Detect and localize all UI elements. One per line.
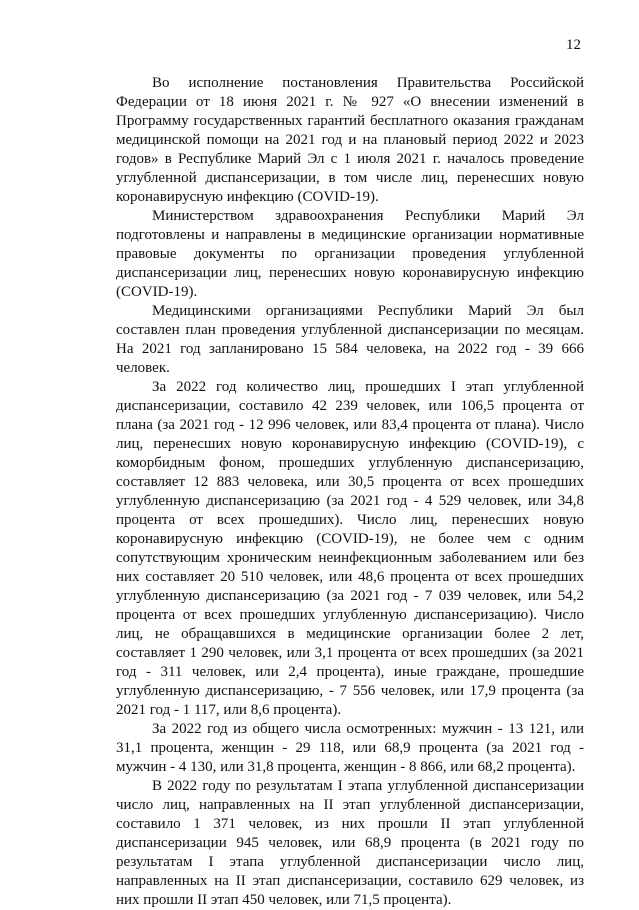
paragraph-plan: Медицинскими организациями Республики Марий Эл был составлен план проведения углубленной диспансеризации по месяцам. На 2021 год запланировано 15 584 человека, на 2022 год - 39 666 человек. [116,303,584,376]
paragraph-ministry: Министерством здравоохранения Республики Марий Эл подготовлены и направлены в медицинские организации нормативные правовые документы по организации проведения углубленной диспансеризации лиц, перенесших новую коронавирусную инфекцию (COVID-19). [116,208,584,300]
paragraph-second-stage: В 2022 году по результатам I этапа углубленной диспансеризации число лиц, направленных на II этап углубленной диспансеризации, составило 1 371 человек, из них прошли II этап углубленной диспансеризации 945 человек, или 68,9 процента (в 2021 году по результатам I этапа углубленной диспансеризации число лиц, направленных на II этап диспансеризации, составило 629 человек, из них прошли II этап 450 человек, или 71,5 процента). [116,778,584,908]
paragraph-decree: Во исполнение постановления Правительства Российской Федерации от 18 июня 2021 г. № 927 «О внесении изменений в Программу государственных гарантий бесплатного оказания гражданам медицинской помощи на 2021 год и на плановый период 2022 и 2023 годов» в Республике Марий Эл с 1 июля 2021 г. началось проведение углубленной диспансеризации, в том числе лиц, перенесших новую коронавирусную инфекцию (COVID-19). [116,75,584,205]
paragraph-gender: За 2022 год из общего числа осмотренных: мужчин - 13 121, или 31,1 процента, женщин - 29 118, или 68,9 процента (за 2021 год - мужчин - 4 130, или 31,8 процента, женщин - 8 866, или 68,2 процента). [116,721,584,775]
page-number: 12 [566,37,581,53]
paragraph-results-2022: За 2022 год количество лиц, прошедших I этап углубленной диспансеризации, составило 42 239 человек, или 106,5 процента от плана (за 2021 год - 12 996 человек, или 83,4 процента от плана). Число лиц, перенесших новую коронавирусную инфекцию (COVID-19), с коморбидным фоном, прошедших углубленную диспансеризацию, составляет 12 883 человека, или 30,5 процента от всех прошедших углубленную диспансеризацию (за 2021 год - 4 529 человек, или 34,8 процента от всех прошедших). Число лиц, перенесших новую коронавирусную инфекцию (COVID-19), не более чем с одним сопутствующим хроническим неинфекционным заболеванием или без них составляет 20 510 человек, или 48,6 процента от всех прошедших углубленную диспансеризацию (за 2021 год - 7 039 человек, или 54,2 процента от всех прошедших углубленную диспансеризацию). Число лиц, не обращавшихся в медицинские организации более 2 лет, составляет 1 290 человек, или 3,1 процента от всех прошедших (за 2021 год - 311 человек, или 2,4 процента), иные граждане, прошедшие углубленную диспансеризацию, - 7 556 человек, или 17,9 процента (за 2021 год - 1 117, или 8,6 процента). [116,379,584,718]
document-body [116,74,584,910]
